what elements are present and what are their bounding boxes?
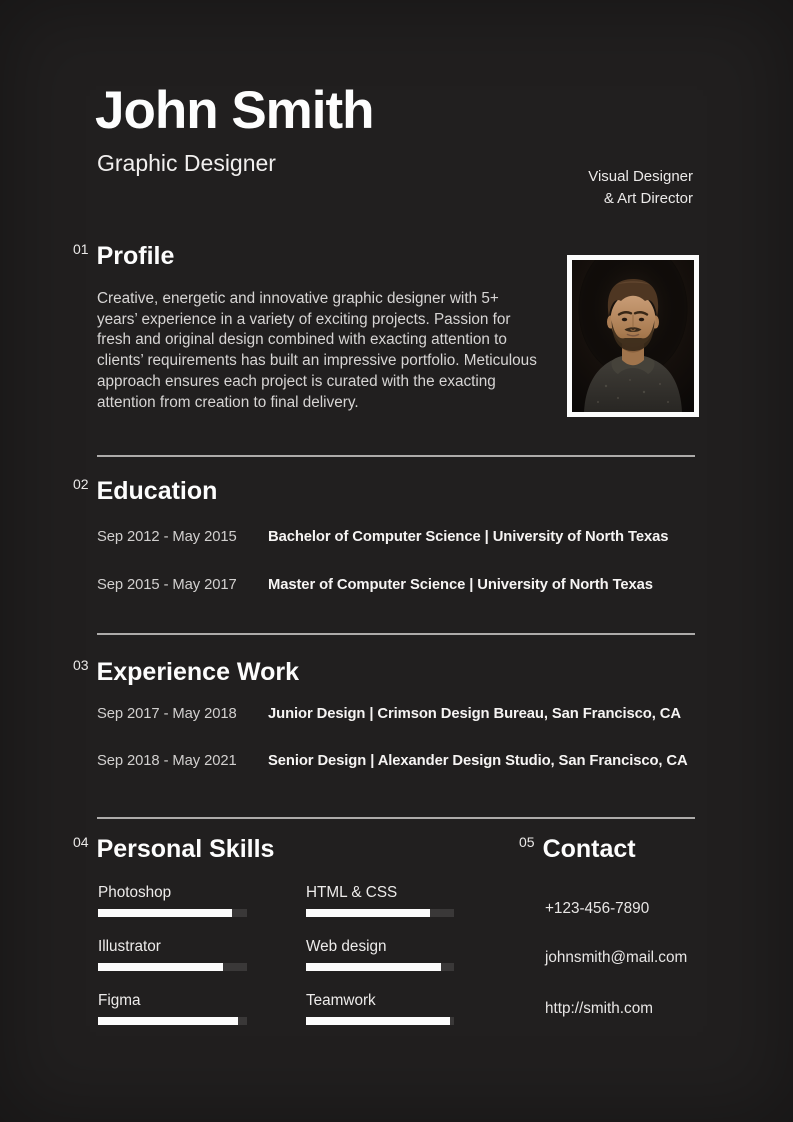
skill-bar-fill [98,1017,238,1025]
experience-dates: Sep 2018 - May 2021 [97,753,237,769]
secondary-role-line-1: Visual Designer [588,168,693,185]
education-section-heading [73,477,217,506]
education-section-title: Education [96,477,218,505]
profile-section-number: 01 [73,241,89,257]
skill-bar-fill [98,963,223,971]
secondary-role-line-2: & Art Director [603,189,693,207]
skill-label: Photoshop [98,884,172,901]
experience-description: Senior Design | Alexander Design Studio, San Francisco, CA [268,753,688,769]
skill-bar-fill [306,1017,450,1025]
education-entry [97,529,710,545]
experience-entry [97,706,710,722]
skill-item [98,884,247,917]
contact-website: http://smith.com [545,1000,653,1017]
job-title: Graphic Designer [97,150,276,176]
skill-label: Teamwork [306,992,376,1009]
skill-bar-fill [306,909,430,917]
education-entry [97,577,710,593]
skill-bar-track [306,963,454,971]
section-divider [97,455,695,457]
skill-label: Figma [98,992,141,1009]
education-description: Bachelor of Computer Science | University of North Texas [268,529,669,545]
experience-description: Junior Design | Crimson Design Bureau, San Francisco, CA [268,706,681,722]
experience-section-heading [73,658,299,687]
contact-section-heading [519,835,636,864]
skill-bar-track [306,909,454,917]
skill-label: Web design [306,938,387,955]
contact-section-number: 05 [519,834,535,850]
experience-section-title: Experience Work [96,658,299,686]
skill-item [98,992,247,1025]
skill-item [306,992,454,1025]
profile-summary-text: Creative, energetic and innovative graphic designer with 5+ years’ experience in a variety of exciting projects. Passion for fresh and original design combined with exacting attention to clients’ requirements has built an impressive portfolio. Meticulous approach ensures each project is curated with the exacting attention from creation to final delivery. [97,290,537,411]
section-divider [97,633,695,635]
skills-section-heading [73,835,274,864]
portrait-photo-graphic [572,260,694,412]
skills-column-left [98,884,247,1046]
skill-bar-track [98,909,247,917]
skills-section-number: 04 [73,834,89,850]
secondary-role [588,166,693,209]
experience-section-number: 03 [73,657,89,673]
contact-section-title: Contact [542,835,636,863]
skills-section-title: Personal Skills [96,835,275,863]
experience-entry [97,753,710,769]
education-dates: Sep 2015 - May 2017 [97,577,237,593]
skill-item [306,938,454,971]
portrait-photo [567,255,699,417]
section-divider [97,817,695,819]
skill-bar-track [98,963,247,971]
skills-column-right [306,884,454,1046]
skill-bar-fill [306,963,441,971]
contact-phone: +123-456-7890 [545,900,650,917]
skill-label: HTML & CSS [306,884,398,901]
education-section-number: 02 [73,476,89,492]
skill-item [98,938,247,971]
skill-item [306,884,454,917]
contact-email: johnsmith@mail.com [545,949,688,966]
profile-section-title: Profile [96,242,175,270]
person-name: John Smith [95,81,374,140]
skill-bar-track [98,1017,247,1025]
skill-label: Illustrator [98,938,161,955]
education-dates: Sep 2012 - May 2015 [97,529,237,545]
education-description: Master of Computer Science | University of North Texas [268,577,653,593]
profile-section-heading [73,242,174,271]
experience-dates: Sep 2017 - May 2018 [97,706,237,722]
skill-bar-track [306,1017,454,1025]
skill-bar-fill [98,909,232,917]
